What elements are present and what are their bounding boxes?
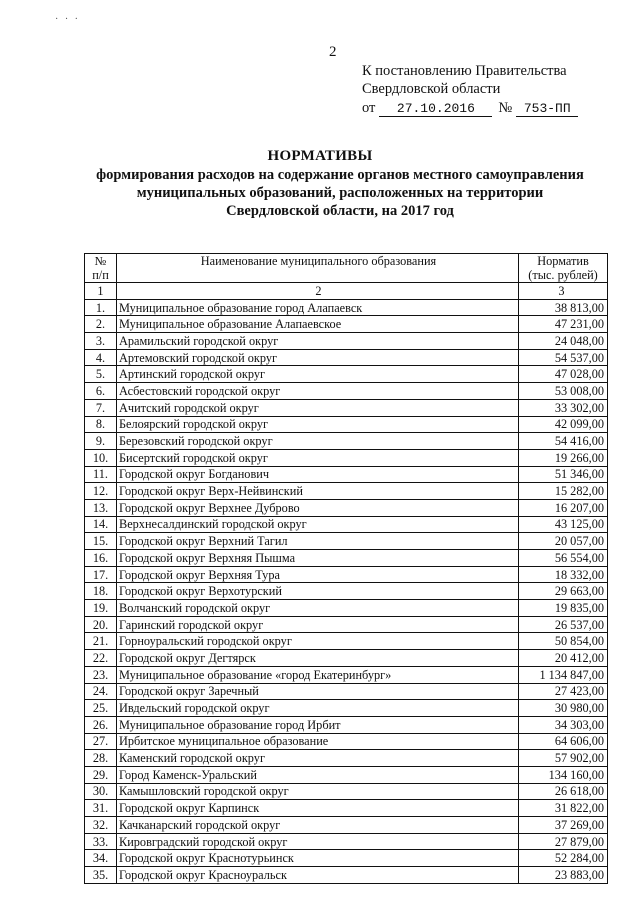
municipality-name: Городской округ Верхний Тагил bbox=[117, 533, 519, 550]
norm-value: 52 284,00 bbox=[519, 850, 608, 867]
norm-value: 38 813,00 bbox=[519, 299, 608, 316]
resolution-date: 27.10.2016 bbox=[379, 101, 492, 117]
municipality-name: Волчанский городской округ bbox=[117, 600, 519, 617]
municipality-name: Городской округ Богданович bbox=[117, 466, 519, 483]
row-number: 19. bbox=[85, 600, 117, 617]
norm-value: 50 854,00 bbox=[519, 633, 608, 650]
norm-value: 33 302,00 bbox=[519, 399, 608, 416]
municipality-name: Городской округ Карпинск bbox=[117, 800, 519, 817]
norm-value: 42 099,00 bbox=[519, 416, 608, 433]
table-row bbox=[85, 499, 608, 516]
table-header-row bbox=[85, 254, 608, 283]
row-number: 20. bbox=[85, 616, 117, 633]
norm-value: 37 269,00 bbox=[519, 817, 608, 834]
norm-value: 29 663,00 bbox=[519, 583, 608, 600]
municipality-name: Бисертский городской округ bbox=[117, 449, 519, 466]
norm-value: 53 008,00 bbox=[519, 383, 608, 400]
norm-value: 27 879,00 bbox=[519, 833, 608, 850]
row-number: 29. bbox=[85, 766, 117, 783]
header-norm-line-2: (тыс. рублей) bbox=[528, 268, 598, 282]
document-title: НОРМАТИВЫ bbox=[267, 148, 373, 164]
row-number: 15. bbox=[85, 533, 117, 550]
municipality-name: Каменский городской округ bbox=[117, 750, 519, 767]
header-norm bbox=[519, 254, 608, 283]
norms-table bbox=[84, 253, 608, 884]
norm-value: 51 346,00 bbox=[519, 466, 608, 483]
table-row bbox=[85, 850, 608, 867]
row-number: 1. bbox=[85, 299, 117, 316]
norm-value: 134 160,00 bbox=[519, 766, 608, 783]
row-number: 21. bbox=[85, 633, 117, 650]
table-row bbox=[85, 449, 608, 466]
norm-value: 20 412,00 bbox=[519, 650, 608, 667]
norm-value: 47 028,00 bbox=[519, 366, 608, 383]
from-label: от bbox=[362, 100, 376, 116]
row-number: 30. bbox=[85, 783, 117, 800]
row-number: 13. bbox=[85, 499, 117, 516]
municipality-name: Камышловский городской округ bbox=[117, 783, 519, 800]
scan-marks: · · · bbox=[55, 14, 80, 25]
table-row bbox=[85, 600, 608, 617]
row-number: 12. bbox=[85, 483, 117, 500]
table-row bbox=[85, 416, 608, 433]
row-number: 17. bbox=[85, 566, 117, 583]
row-number: 11. bbox=[85, 466, 117, 483]
municipality-name: Муниципальное образование город Алапаевск bbox=[117, 299, 519, 316]
municipality-name: Городской округ Красноуральск bbox=[117, 867, 519, 884]
table-row bbox=[85, 817, 608, 834]
norm-value: 26 618,00 bbox=[519, 783, 608, 800]
norm-value: 19 835,00 bbox=[519, 600, 608, 617]
municipality-name: Верхнесалдинский городской округ bbox=[117, 516, 519, 533]
municipality-name: Гаринский городской округ bbox=[117, 616, 519, 633]
document-reference bbox=[362, 62, 578, 117]
row-number: 7. bbox=[85, 399, 117, 416]
table-row bbox=[85, 800, 608, 817]
table-row bbox=[85, 700, 608, 717]
table-row bbox=[85, 683, 608, 700]
table-row bbox=[85, 716, 608, 733]
subtitle-line-3: Свердловской области, на 2017 год bbox=[226, 203, 454, 219]
table-row bbox=[85, 399, 608, 416]
row-number: 27. bbox=[85, 733, 117, 750]
norm-value: 30 980,00 bbox=[519, 700, 608, 717]
row-number: 3. bbox=[85, 333, 117, 350]
row-number: 2. bbox=[85, 316, 117, 333]
reference-line-2: Свердловской области bbox=[362, 81, 501, 97]
table-row bbox=[85, 750, 608, 767]
reference-line-1: К постановлению Правительства bbox=[362, 63, 567, 79]
norm-value: 16 207,00 bbox=[519, 499, 608, 516]
page-number: 2 bbox=[329, 44, 337, 60]
table-row bbox=[85, 483, 608, 500]
row-number: 6. bbox=[85, 383, 117, 400]
row-number: 28. bbox=[85, 750, 117, 767]
header-number-line-2: п/п bbox=[92, 268, 109, 282]
municipality-name: Белоярский городской округ bbox=[117, 416, 519, 433]
table-row bbox=[85, 533, 608, 550]
header-name: Наименование муниципального образования bbox=[117, 254, 519, 283]
norm-value: 43 125,00 bbox=[519, 516, 608, 533]
norm-value: 34 303,00 bbox=[519, 716, 608, 733]
municipality-name: Городской округ Верхняя Тура bbox=[117, 566, 519, 583]
table-row bbox=[85, 633, 608, 650]
table-row bbox=[85, 433, 608, 450]
municipality-name: Асбестовский городской округ bbox=[117, 383, 519, 400]
row-number: 23. bbox=[85, 666, 117, 683]
municipality-name: Качканарский городской округ bbox=[117, 817, 519, 834]
norm-value: 19 266,00 bbox=[519, 449, 608, 466]
row-number: 31. bbox=[85, 800, 117, 817]
municipality-name: Арамильский городской округ bbox=[117, 333, 519, 350]
table-row bbox=[85, 783, 608, 800]
municipality-name: Городской округ Верх-Нейвинский bbox=[117, 483, 519, 500]
table-row bbox=[85, 316, 608, 333]
norm-value: 54 416,00 bbox=[519, 433, 608, 450]
municipality-name: Ивдельский городской округ bbox=[117, 700, 519, 717]
row-number: 26. bbox=[85, 716, 117, 733]
row-number: 4. bbox=[85, 349, 117, 366]
table-row bbox=[85, 366, 608, 383]
table-row bbox=[85, 666, 608, 683]
row-number: 10. bbox=[85, 449, 117, 466]
row-number: 24. bbox=[85, 683, 117, 700]
header-norm-line-1: Норматив bbox=[537, 254, 589, 268]
table-row bbox=[85, 466, 608, 483]
norm-value: 15 282,00 bbox=[519, 483, 608, 500]
table-row bbox=[85, 583, 608, 600]
document-subtitle bbox=[40, 166, 640, 220]
municipality-name: Ирбитское муниципальное образование bbox=[117, 733, 519, 750]
norm-value: 31 822,00 bbox=[519, 800, 608, 817]
norm-value: 24 048,00 bbox=[519, 333, 608, 350]
row-number: 14. bbox=[85, 516, 117, 533]
table-row bbox=[85, 766, 608, 783]
municipality-name: Муниципальное образование город Ирбит bbox=[117, 716, 519, 733]
municipality-name: Кировградский городской округ bbox=[117, 833, 519, 850]
table-row bbox=[85, 616, 608, 633]
header-number-line-1: № bbox=[94, 254, 107, 268]
column-number: 1 bbox=[85, 283, 117, 300]
municipality-name: Артемовский городской округ bbox=[117, 349, 519, 366]
row-number: 34. bbox=[85, 850, 117, 867]
reference-date-number bbox=[362, 99, 578, 117]
row-number: 25. bbox=[85, 700, 117, 717]
table-row bbox=[85, 516, 608, 533]
table-row bbox=[85, 833, 608, 850]
row-number: 16. bbox=[85, 550, 117, 567]
table-row bbox=[85, 299, 608, 316]
table-body bbox=[85, 299, 608, 883]
norm-value: 27 423,00 bbox=[519, 683, 608, 700]
municipality-name: Ачитский городской округ bbox=[117, 399, 519, 416]
municipality-name: Муниципальное образование «город Екатеринбург» bbox=[117, 666, 519, 683]
row-number: 33. bbox=[85, 833, 117, 850]
column-number: 3 bbox=[519, 283, 608, 300]
number-label: № bbox=[498, 100, 513, 116]
municipality-name: Городской округ Заречный bbox=[117, 683, 519, 700]
municipality-name: Городской округ Верхотурский bbox=[117, 583, 519, 600]
table-row bbox=[85, 333, 608, 350]
subtitle-line-1: формирования расходов на содержание органов местного самоуправления bbox=[96, 167, 584, 183]
norm-value: 54 537,00 bbox=[519, 349, 608, 366]
table-row bbox=[85, 733, 608, 750]
row-number: 8. bbox=[85, 416, 117, 433]
table-row bbox=[85, 550, 608, 567]
norm-value: 56 554,00 bbox=[519, 550, 608, 567]
norm-value: 47 231,00 bbox=[519, 316, 608, 333]
norm-value: 23 883,00 bbox=[519, 867, 608, 884]
municipality-name: Город Каменск-Уральский bbox=[117, 766, 519, 783]
municipality-name: Артинский городской округ bbox=[117, 366, 519, 383]
municipality-name: Березовский городской округ bbox=[117, 433, 519, 450]
municipality-name: Городской округ Краснотурьинск bbox=[117, 850, 519, 867]
municipality-name: Горноуральский городской округ bbox=[117, 633, 519, 650]
municipality-name: Муниципальное образование Алапаевское bbox=[117, 316, 519, 333]
table-row bbox=[85, 566, 608, 583]
municipality-name: Городской округ Верхняя Пышма bbox=[117, 550, 519, 567]
row-number: 32. bbox=[85, 817, 117, 834]
subtitle-line-2: муниципальных образований, расположенных на территории bbox=[136, 185, 544, 201]
norm-value: 26 537,00 bbox=[519, 616, 608, 633]
table-row bbox=[85, 650, 608, 667]
table-row bbox=[85, 383, 608, 400]
header-number bbox=[85, 254, 117, 283]
table-row bbox=[85, 349, 608, 366]
norm-value: 20 057,00 bbox=[519, 533, 608, 550]
norm-value: 57 902,00 bbox=[519, 750, 608, 767]
norm-value: 1 134 847,00 bbox=[519, 666, 608, 683]
norm-value: 18 332,00 bbox=[519, 566, 608, 583]
norm-value: 64 606,00 bbox=[519, 733, 608, 750]
table-row bbox=[85, 867, 608, 884]
row-number: 5. bbox=[85, 366, 117, 383]
row-number: 18. bbox=[85, 583, 117, 600]
row-number: 22. bbox=[85, 650, 117, 667]
row-number: 35. bbox=[85, 867, 117, 884]
column-number: 2 bbox=[117, 283, 519, 300]
resolution-number: 753-ПП bbox=[516, 101, 578, 117]
municipality-name: Городской округ Дегтярск bbox=[117, 650, 519, 667]
row-number: 9. bbox=[85, 433, 117, 450]
municipality-name: Городской округ Верхнее Дуброво bbox=[117, 499, 519, 516]
column-number-row bbox=[85, 283, 608, 300]
